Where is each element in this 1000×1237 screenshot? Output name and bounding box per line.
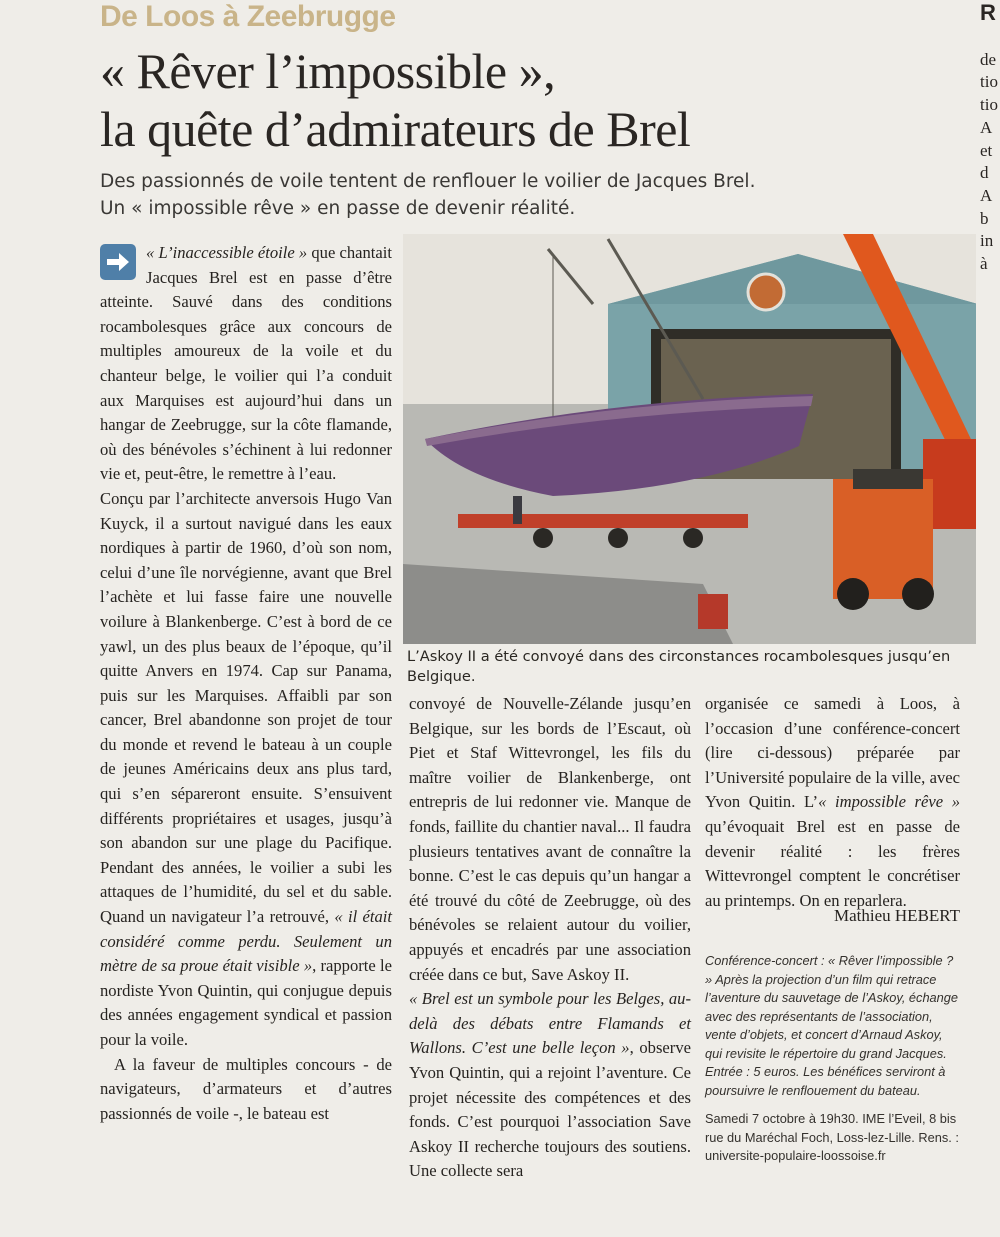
paragraph-convoy: convoyé de Nouvelle-Zélande jusqu’en Belgique, sur les bords de l’Escaut, où Piet et Staf Wittevrongel, les fils du maître voilier de Blankenberge, ont entrepris de lui redonner vie. Manque de fonds, faillite du chantier naval... Il faudra plusieurs tentatives avant de connaître la bonne. C’est le cas depuis qu’un hangar a été trouvé du côté de Zeebrugge, où des bénévoles se relaient autour du voilier, appuyés et encadrés par une association créée dans ce but, Save Askoy II. xyxy=(409,694,691,984)
paragraph-symbol: « Brel est un symbole pour les Belges, au-delà des débats entre Flamands et Wallons. C’est une belle leçon », observe Yvon Quintin, qui a rejoint l’aventure. Ce projet nécessite des compétences et des fonds. C’est pourquoi l’association Save Askoy II recherche toujours des soutiens. Une collecte sera xyxy=(409,989,691,1181)
lead-text: que chantait Jacques Brel est en passe d’être atteinte. Sauvé dans des conditions rocambolesques grâce aux concours de multiples amoureux de la voile et du chanteur belge, le voilier qui l’a conduit aux Marquises est aujourd’hui dans un hangar de Zeebrugge, sur la côte flamande, où des bénévoles s’échinent à lui redonner vie et, peut-être, le remettre à l’eau. xyxy=(100,243,392,484)
paragraph-conference: organisée ce samedi à Loos, à l’occasion d’une conférence-concert (lire ci-dessous) préparée par l’Université populaire de la ville, avec Yvon Quitin. L’« impossible rêve » qu’évoquait Brel est en passe de devenir réalité : les frères Wittevrongel comptent le concrétiser au printemps. On en reparlera. xyxy=(705,694,960,910)
standfirst xyxy=(100,168,820,222)
adjacent-headline-fragment: R xyxy=(980,0,996,25)
adjacent-text-line: et xyxy=(980,140,993,160)
headline-line-1: « Rêver l’impossible », xyxy=(100,43,556,99)
article-column-3 xyxy=(705,692,960,913)
infobox-program: Conférence-concert : « Rêver l’impossible ? » Après la projection d’un film qui retrace l’aventure du sauvetage de l’Askoy, échange avec des représentants de l’association, vente d’objets, et concert d’Arnaud Askoy, qui revisite le répertoire du grand Jacques. xyxy=(705,953,959,1061)
article-column-1 xyxy=(100,241,392,1126)
adjacent-text-line: de xyxy=(980,49,997,69)
kicker: De Loos à Zeebrugge xyxy=(100,0,396,33)
lead-quote: « L’inaccessible étoile » xyxy=(146,243,308,262)
adjacent-article-edge xyxy=(980,0,1000,1237)
paragraph-lead xyxy=(100,241,392,487)
brel-symbol-quote: « Brel est un symbole pour les Belges, au-delà des débats entre Flamands et Wallons. C’est une belle leçon » xyxy=(409,989,691,1058)
adjacent-text-fragments xyxy=(980,49,1000,276)
byline: Mathieu HEBERT xyxy=(834,906,960,925)
standfirst-line-2: Un « impossible rêve » en passe de devenir réalité. xyxy=(100,198,576,219)
adjacent-text-line: A xyxy=(980,185,993,205)
standfirst-line-1: Des passionnés de voile tentent de renflouer le voilier de Jacques Brel. xyxy=(100,171,756,192)
event-infobox xyxy=(705,952,963,1166)
adjacent-text-line: d xyxy=(980,163,989,183)
headline xyxy=(100,42,800,158)
infobox-entry: Entrée : 5 euros. Les bénéfices serviront à poursuivre le renflouement du bateau. xyxy=(705,1064,946,1098)
adjacent-text-line: tio xyxy=(980,95,998,115)
adjacent-text-line: à xyxy=(980,254,988,274)
adjacent-text-line: A xyxy=(980,117,993,137)
arrow-right-icon xyxy=(100,244,136,280)
adjacent-text-line: in xyxy=(980,231,994,251)
photo-askoy-hangar xyxy=(403,234,976,644)
adjacent-text-line: tio xyxy=(980,72,998,92)
photo-caption: L’Askoy II a été convoyé dans des circonstances rocambolesques jusqu’en Belgique. xyxy=(407,648,951,685)
headline-line-2: la quête d’admirateurs de Brel xyxy=(100,101,691,157)
paragraph-history: Conçu par l’architecte anversois Hugo Van Kuyck, il a surtout navigué dans les eaux nordiques à partir de 1960, d’où son nom, celui d’une île norvégienne, avant que Brel l’achète et lui fasse faire une nouvelle voilure à Blankenberge. C’est à bord de ce yawl, un des plus beaux de l’époque, qu’il quitte Anvers en 1974. Cap sur Panama, puis sur les Marquises. Affaibli par son cancer, Brel abandonne son projet de tour du monde et revend le bateau à un couple de jeunes Américains deux ans plus tard, qui s’en sépareront ensuite. S’ensuivent différents propriétaires et usages, jusqu’à son abandon sur une plage du Pacifique. Pendant des années, le voilier a subi les attaques de l’humidité, du sel et du sable. Quand un navigateur l’a retrouvé, « il était considéré comme perdu. Seulement un mètre de sa proue était visible », rapporte le nordiste Yvon Quintin, qui conjugue depuis des années engagement syndical et passion pour la voile. xyxy=(100,488,392,1049)
adjacent-text-line: b xyxy=(980,208,989,228)
quintin-quote: « il était considéré comme perdu. Seulement un mètre de sa proue était visible » xyxy=(100,907,392,976)
article-column-2 xyxy=(409,692,691,1184)
paragraph-contests: A la faveur de multiples concours - de navigateurs, d’armateurs et d’autres passionnés de voile -, le bateau est xyxy=(100,1054,392,1123)
infobox-date-address: Samedi 7 octobre à 19h30. IME l’Eveil, 8 bis rue du Maréchal Foch, Loss-lez-Lille. Rens. : universite-populaire-loossoise.fr xyxy=(705,1111,959,1163)
